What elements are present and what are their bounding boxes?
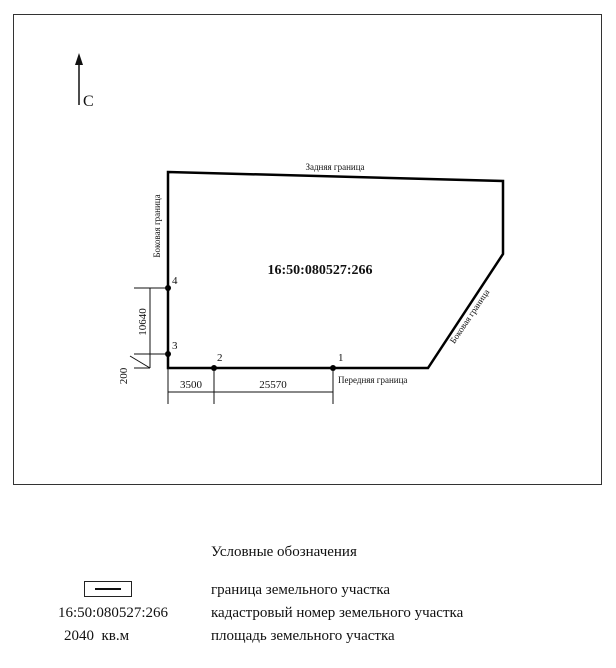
legend-cadastral-sample: 16:50:080527:266 <box>58 605 169 621</box>
legend-item-cadastral: кадастровый номер земельного участка <box>211 605 464 621</box>
boundary-line-sample-icon <box>84 581 132 597</box>
north-arrow-icon <box>75 53 83 105</box>
dimension-200: 200 <box>118 367 130 385</box>
legend-area-sample: 2040 кв.м <box>64 628 130 644</box>
rear-boundary-label: Задняя граница <box>305 162 365 172</box>
dimension-25570: 25570 <box>259 379 287 391</box>
point-3-label: 3 <box>172 340 178 352</box>
point-2-label: 2 <box>217 352 223 364</box>
north-label: С <box>83 93 94 110</box>
right-side-boundary-label: Боковая граница <box>447 287 492 346</box>
legend-item-area: площадь земельного участка <box>211 628 395 644</box>
legend-title: Условные обозначения <box>211 544 357 560</box>
cadastral-number: 16:50:080527:266 <box>267 263 373 278</box>
legend-item-boundary: граница земельного участка <box>211 582 391 598</box>
left-dimension-lines <box>130 288 168 368</box>
dimension-10640: 10640 <box>137 308 149 336</box>
dimension-3500: 3500 <box>180 379 202 391</box>
point-1-label: 1 <box>338 352 344 364</box>
front-boundary-label: Передняя граница <box>338 375 408 385</box>
point-4-label: 4 <box>172 275 178 287</box>
plan-frame <box>14 15 602 485</box>
left-side-boundary-label: Боковая граница <box>152 194 162 258</box>
